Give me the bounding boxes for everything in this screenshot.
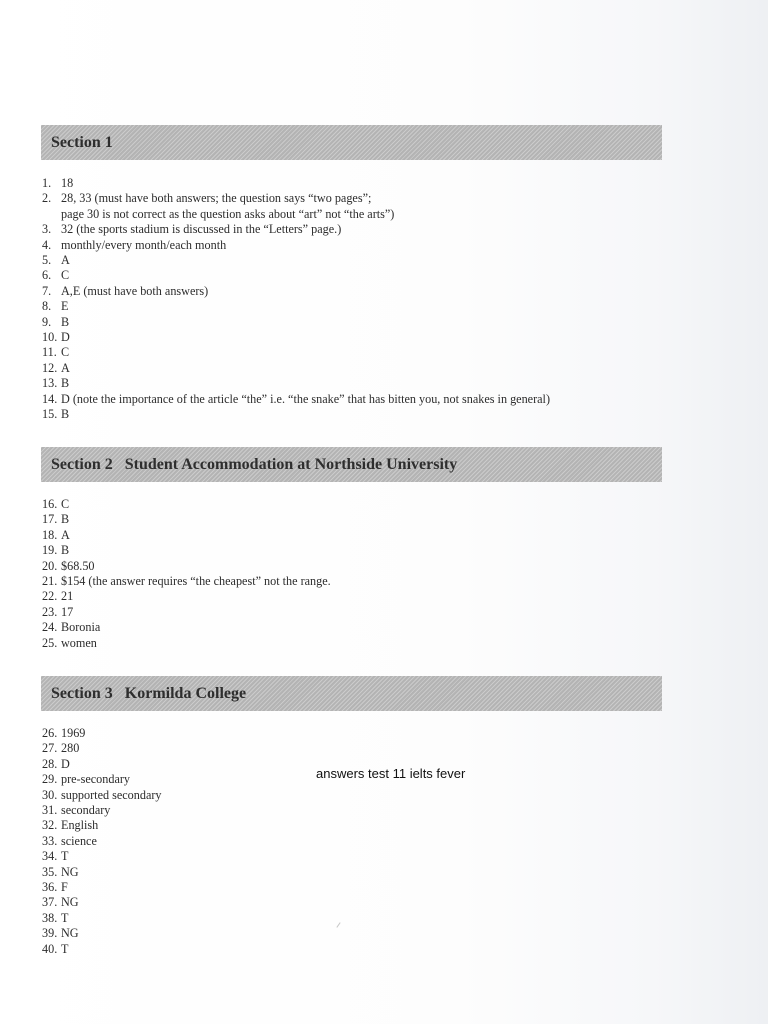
answer-number: 8.: [42, 299, 52, 314]
answer-item: [42, 942, 162, 957]
section-2-header: [41, 447, 662, 482]
answer-text: C: [61, 345, 70, 360]
answer-number: 35.: [42, 864, 58, 879]
answer-number: 9.: [42, 314, 52, 329]
answer-item: [42, 345, 550, 360]
answer-text: $68.50: [61, 558, 95, 573]
answer-item: [42, 407, 550, 422]
answer-text: NG: [61, 895, 79, 910]
answer-number: 10.: [42, 330, 58, 345]
answer-item: [42, 757, 162, 772]
answer-number: 40.: [42, 941, 58, 956]
answer-item: [42, 330, 550, 345]
answer-number: 24.: [42, 620, 58, 635]
answer-text: C: [61, 497, 70, 511]
answer-number: 14.: [42, 391, 58, 406]
answer-item: [42, 284, 550, 299]
answer-number: 39.: [42, 926, 58, 941]
answer-text: T: [61, 910, 69, 925]
answer-number: 23.: [42, 604, 58, 619]
answer-number: 11.: [42, 345, 57, 360]
answer-item: [42, 512, 331, 527]
answer-item: [42, 849, 162, 864]
answer-number: 36.: [42, 880, 58, 895]
answer-text: 32 (the sports stadium is discussed in the “Letters” page.): [61, 222, 342, 237]
answer-text: 28, 33 (must have both answers; the question says “two pages”;: [61, 191, 372, 206]
scan-speck: [336, 922, 340, 927]
answer-text: B: [61, 376, 70, 391]
answer-number: 32.: [42, 818, 58, 833]
section-3-answer-list: [42, 726, 162, 957]
answer-item: [42, 818, 162, 833]
answer-item: [42, 299, 550, 314]
answer-number: 4.: [42, 237, 52, 252]
answer-number: 13.: [42, 376, 58, 391]
answer-number: 34.: [42, 849, 58, 864]
answer-item: [42, 191, 550, 206]
answer-item: [42, 238, 550, 253]
answer-item: [42, 741, 162, 756]
answer-item: [42, 834, 162, 849]
answer-item: [42, 559, 331, 574]
answer-item: [42, 268, 550, 283]
answer-text: Boronia: [61, 620, 101, 635]
answer-number: 12.: [42, 360, 58, 375]
answer-item: [42, 636, 331, 651]
answer-text: B: [61, 543, 70, 558]
answer-text: F: [61, 880, 68, 895]
answer-text: 1969: [61, 726, 86, 740]
answer-number: 18.: [42, 527, 58, 542]
answer-number: 27.: [42, 741, 58, 756]
answer-item: [42, 620, 331, 635]
answer-number: 20.: [42, 558, 58, 573]
answer-item: [42, 528, 331, 543]
answer-text: English: [61, 818, 99, 833]
answer-text: A: [61, 253, 70, 268]
answer-number: 17.: [42, 512, 58, 527]
answer-item: [42, 911, 162, 926]
answer-item: [42, 605, 331, 620]
section-1-label: Section 1: [51, 133, 113, 151]
answer-item: [42, 803, 162, 818]
answer-number: 26.: [42, 726, 58, 740]
answer-text: B: [61, 314, 70, 329]
section-2-answer-list: [42, 497, 331, 651]
answer-text: A,E (must have both answers): [61, 283, 209, 298]
section-3-header: [41, 676, 662, 711]
answer-item: [42, 926, 162, 941]
answer-number: 6.: [42, 268, 52, 283]
answer-number: 7.: [42, 283, 52, 298]
answer-number: 21.: [42, 574, 58, 589]
answer-text: 280: [61, 741, 80, 756]
answer-text: D: [61, 756, 70, 771]
answer-text: E: [61, 299, 69, 314]
answer-text: T: [61, 849, 69, 864]
answer-item: [42, 207, 550, 222]
answer-number: 16.: [42, 497, 58, 511]
answer-item: [42, 574, 331, 589]
answer-item: [42, 726, 162, 741]
answer-number: 28.: [42, 756, 58, 771]
answer-item: [42, 589, 331, 604]
answer-text: monthly/every month/each month: [61, 237, 227, 252]
answer-item: [42, 772, 162, 787]
answer-number: 33.: [42, 833, 58, 848]
answer-number: 29.: [42, 772, 58, 787]
answer-number: 31.: [42, 803, 58, 818]
answer-number: 25.: [42, 635, 58, 650]
answer-text: A: [61, 360, 70, 375]
answer-item: [42, 788, 162, 803]
section-3-title: Kormilda College: [124, 684, 247, 702]
section-3-label: Section 3: [51, 684, 113, 702]
answer-text: 18: [61, 176, 74, 190]
answer-text: page 30 is not correct as the question asks about “art” not “the arts”): [61, 206, 395, 221]
answer-text: A: [61, 527, 70, 542]
answer-item: [42, 376, 550, 391]
answer-number: 37.: [42, 895, 58, 910]
answer-number: [42, 207, 61, 222]
section-2-title: Student Accommodation at Northside University: [124, 455, 458, 473]
overlay-caption: answers test 11 ielts fever: [316, 766, 466, 781]
answer-text: B: [61, 407, 70, 422]
answer-text: D: [61, 330, 70, 345]
answer-item: [42, 253, 550, 268]
answer-text: $154 (the answer requires “the cheapest” not the range.: [61, 574, 331, 589]
answer-item: [42, 361, 550, 376]
answer-text: T: [61, 941, 69, 956]
answer-text: women: [61, 635, 97, 650]
answer-text: NG: [61, 864, 79, 879]
answer-item: [42, 315, 550, 330]
answer-item: [42, 880, 162, 895]
answer-text: C: [61, 268, 70, 283]
answer-text: supported secondary: [61, 787, 162, 802]
section-1-answer-list: [42, 176, 550, 423]
section-2-label: Section 2: [51, 455, 113, 473]
answer-item: [42, 176, 550, 191]
answer-text: pre-secondary: [61, 772, 131, 787]
answer-item: [42, 497, 331, 512]
answer-number: 38.: [42, 910, 58, 925]
answer-text: 21: [61, 589, 74, 604]
answer-item: [42, 222, 550, 237]
answer-text: science: [61, 833, 97, 848]
answer-number: 30.: [42, 787, 58, 802]
answer-item: [42, 392, 550, 407]
answer-text: B: [61, 512, 70, 527]
answer-number: 19.: [42, 543, 58, 558]
answer-item: [42, 895, 162, 910]
answer-text: NG: [61, 926, 79, 941]
answer-number: 3.: [42, 222, 52, 237]
answer-number: 15.: [42, 407, 58, 422]
answer-text: 17: [61, 604, 74, 619]
answer-item: [42, 865, 162, 880]
answer-text: secondary: [61, 803, 111, 818]
answer-number: 2.: [42, 191, 52, 206]
section-1-header: [41, 125, 662, 160]
answer-text: D (note the importance of the article “the” i.e. “the snake” that has bitten you, not snakes in general): [61, 391, 551, 406]
answer-number: 1.: [42, 176, 52, 190]
answer-number: 22.: [42, 589, 58, 604]
answer-number: 5.: [42, 253, 52, 268]
answer-item: [42, 543, 331, 558]
